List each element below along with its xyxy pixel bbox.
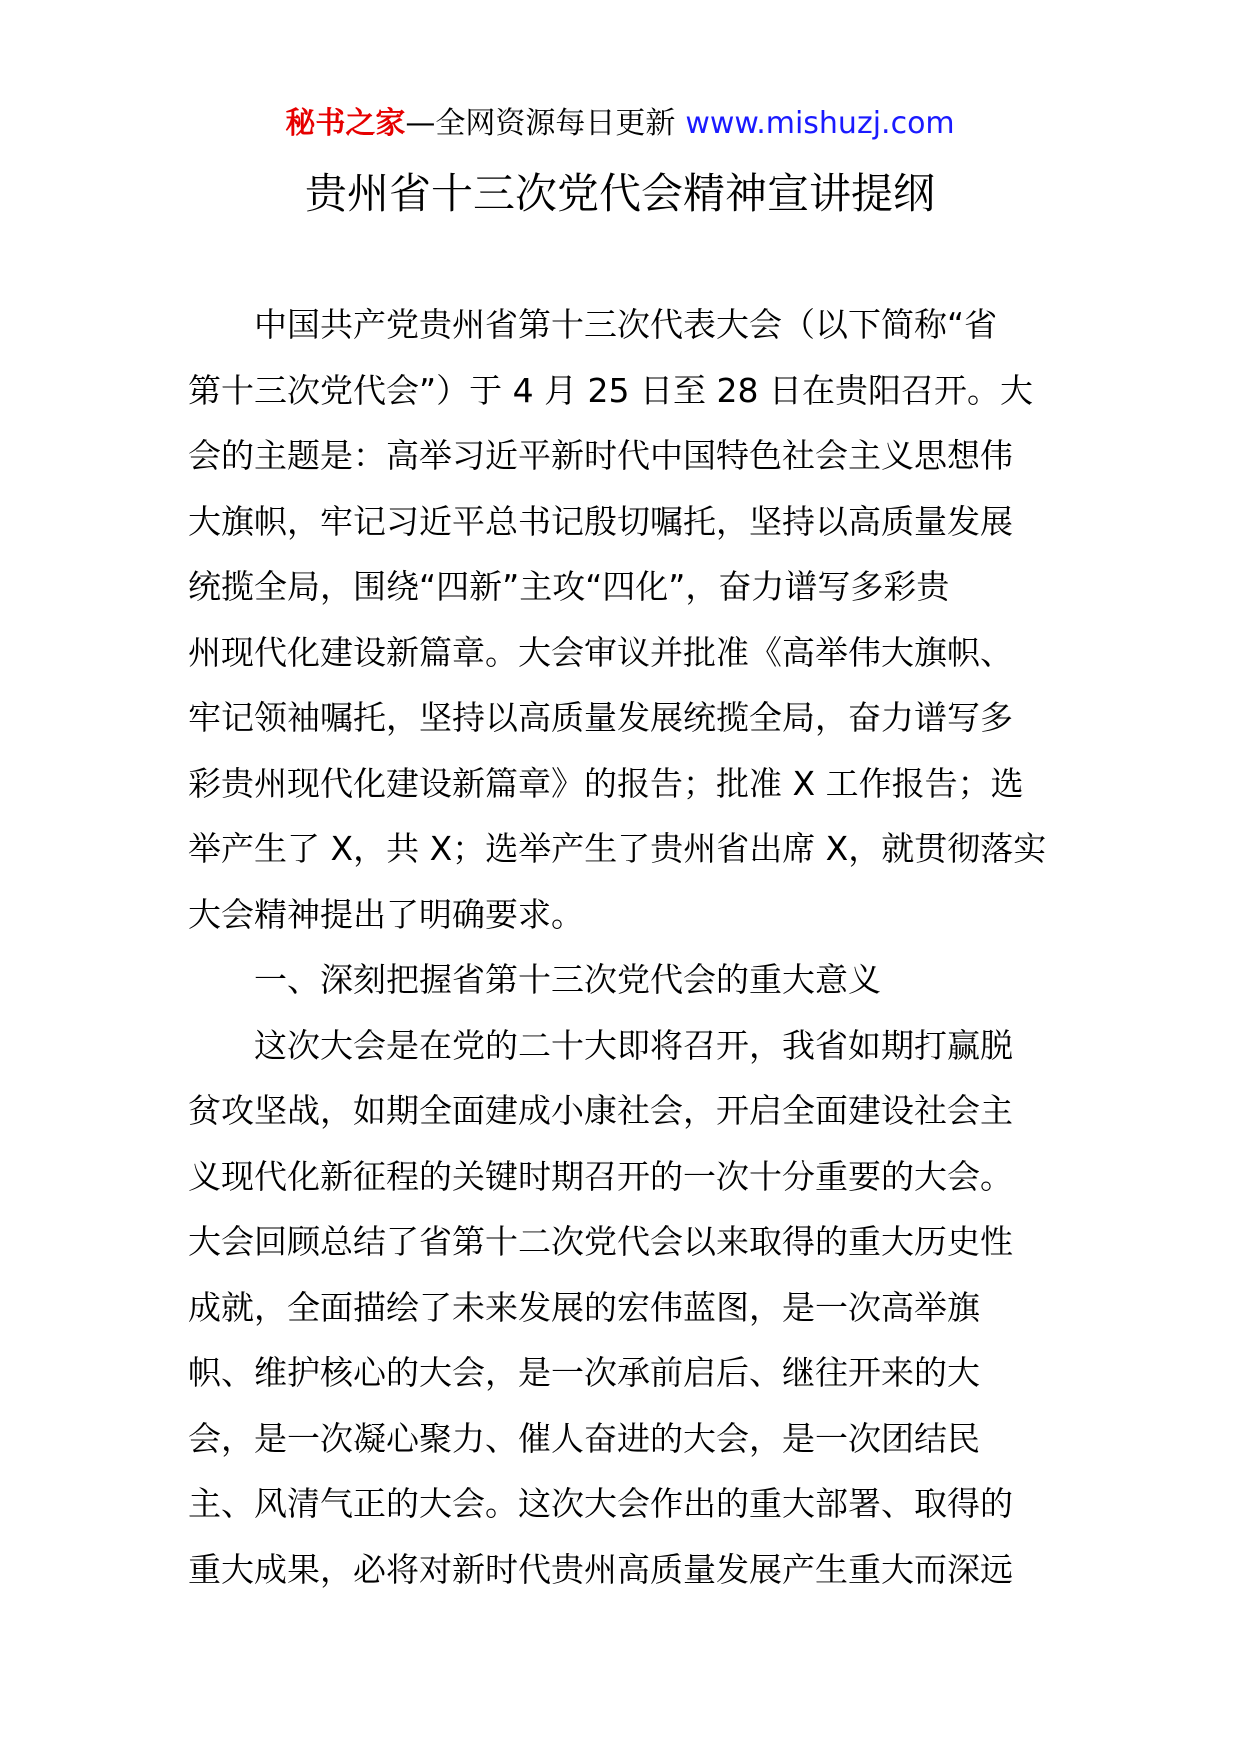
site-url-link[interactable]: www.mishuzj.com bbox=[685, 106, 955, 141]
paragraph-line: 大旗帜，牢记习近平总书记殷切嘱托，坚持以高质量发展 bbox=[188, 501, 1013, 541]
paragraph-line: 主、风清气正的大会。这次大会作出的重大部署、取得的 bbox=[188, 1484, 1013, 1523]
paragraph-line: 州现代化建设新篇章。大会审议并批准《高举伟大旗帜、 bbox=[188, 632, 1013, 672]
section-heading: 一、深刻把握省第十三次党代会的重大意义 bbox=[254, 960, 881, 999]
paragraph-line: 大会回顾总结了省第十二次党代会以来取得的重大历史性 bbox=[188, 1222, 1013, 1261]
paragraph-line: 第十三次党代会”）于 4 月 25 日至 28 日在贵阳召开。大 bbox=[188, 370, 1034, 410]
header-tagline: —全网资源每日更新 bbox=[405, 106, 676, 141]
paragraph-line: 帜、维护核心的大会，是一次承前启后、继往开来的大 bbox=[188, 1353, 980, 1392]
paragraph-line: 牢记领袖嘱托，坚持以高质量发展统揽全局，奋力谱写多 bbox=[188, 698, 1013, 737]
paragraph-line: 重大成果，必将对新时代贵州高质量发展产生重大而深远 bbox=[188, 1549, 1013, 1589]
document-title: 贵州省十三次党代会精神宣讲提纲 bbox=[304, 169, 935, 218]
paragraph-line: 举产生了 X，共 X；选举产生了贵州省出席 X，就贯彻落实 bbox=[188, 829, 1047, 868]
paragraph-line: 大会精神提出了明确要求。 bbox=[188, 894, 584, 934]
paragraph-line: 贫攻坚战，如期全面建成小康社会，开启全面建设社会主 bbox=[188, 1091, 1013, 1130]
document-body bbox=[188, 292, 1056, 1602]
brand-name: 秘书之家 bbox=[285, 106, 406, 141]
paragraph-line: 会，是一次凝心聚力、催人奋进的大会，是一次团结民 bbox=[188, 1418, 980, 1458]
paragraph-line: 这次大会是在党的二十大即将召开，我省如期打赢脱 bbox=[254, 1025, 1013, 1065]
site-header bbox=[0, 100, 1240, 148]
paragraph-line: 义现代化新征程的关键时期召开的一次十分重要的大会。 bbox=[188, 1156, 1013, 1196]
paragraph-line: 彩贵州现代化建设新篇章》的报告；批准 X 工作报告；选 bbox=[188, 763, 1024, 803]
paragraph-line: 统揽全局，围绕“四新”主攻“四化”，奋力谱写多彩贵 bbox=[188, 567, 950, 606]
paragraph-line: 中国共产党贵州省第十三次代表大会（以下简称“省 bbox=[254, 305, 998, 344]
paragraph-line: 成就，全面描绘了未来发展的宏伟蓝图，是一次高举旗 bbox=[188, 1287, 980, 1327]
paragraph-line: 会的主题是：高举习近平新时代中国特色社会主义思想伟 bbox=[188, 436, 1013, 475]
